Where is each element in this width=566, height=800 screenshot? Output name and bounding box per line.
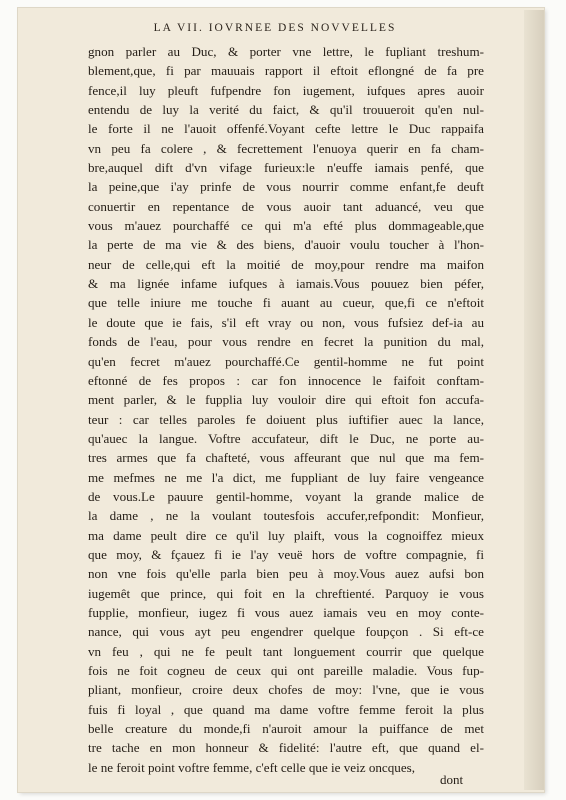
running-header: LA VII. IOVRNEE DES NOVVELLES: [153, 22, 397, 34]
page-body: [88, 42, 484, 777]
text-line: blement,que, fi par mauuais rapport il eftoit eflongné de fa pre: [88, 63, 484, 79]
text-line: fuis fi loyal , que quand ma dame voftre femme feroit la plus: [88, 701, 484, 717]
text-line: ma dame peult dire ce qu'il luy plaift, vous la cognoiffez mieux: [88, 527, 484, 543]
text-line: neur de celle,qui eft la moitié de moy,pour rendre ma maifon: [88, 256, 484, 272]
text-line: & ma lignée infame iufques à iamais.Vous pouuez bien péfer,: [88, 276, 484, 292]
text-line: le ne feroit point voftre femme, c'eft celle que ie veiz oncques,: [88, 759, 416, 775]
text-line: la peine,que i'ay prinfe de vous nourrir comme enfant,fe deuft: [88, 179, 484, 195]
text-line: non vne fois qu'elle parla bien peu à moy.Vous auez aufsi bon: [88, 566, 484, 582]
text-line: fois ne foit cogneu de ceux qui ont pareille maladie. Vous fup-: [88, 663, 484, 678]
text-line: la perte de ma vie & des biens, d'auoir voulu toucher à l'hon-: [88, 237, 484, 253]
text-line: de vous.Le pauure gentil-homme, voyant la grande malice de: [88, 488, 484, 504]
text-line: me mefmes ne me l'a dict, me fuppliant de luy faire vengeance: [88, 469, 484, 485]
text-line: eftonné de fes propos : car fon innocence le faifoit conftam-: [88, 372, 484, 388]
text-line: qu'auec la langue. Voftre accufateur, dift le Duc, ne porte au-: [88, 430, 484, 446]
text-line: tre tache en mon honneur & fidelité: l'autre eft, que quand el-: [88, 740, 484, 756]
text-line: fonds de l'eau, pour vous rendre en fecret la punition du mal,: [88, 334, 484, 350]
text-line: vn feu , qui ne fe peult tant longuement courrir que quelque: [88, 643, 484, 659]
page-gutter: [524, 10, 544, 790]
text-line: gnon parler au Duc, & porter vne lettre, le fupliant treshum-: [88, 44, 484, 59]
text-line: nance, qui vous ayt peu engendrer quelque foupçon . Si eft-ce: [88, 624, 484, 640]
text-line: fupplie, monfieur, iugez fi vous auez iamais veu en moy conte-: [88, 604, 484, 620]
text-line: bre,auquel dift d'vn vifage furieux:le n'euffe iamais penfé, que: [88, 160, 484, 176]
text-line: le doute que ie fais, s'il eft vray ou non, vous fufsiez def-ia au: [88, 314, 484, 330]
text-line: le forte il ne l'auoit offenfé.Voyant cefte lettre le Duc rappaifa: [88, 121, 484, 137]
text-line: teur : car telles paroles fe doiuent plus iuftifier auec la lance,: [88, 411, 484, 427]
text-line: la dame , ne la voulant toutesfois accufer,refpondit: Monfieur,: [88, 508, 484, 524]
text-line: fence,il luy pleuft fufpendre fon iugement, iufques apres auoir: [88, 82, 484, 98]
text-line: qu'en fecret m'auez pourchaffé.Ce gentil-homme ne fut point: [88, 353, 484, 369]
text-line: entendu de luy la verité du faict, & qu'il trouueroit qu'en nul-: [88, 102, 484, 118]
text-line: belle creature du monde,fi n'auroit amour la puiffance de met: [88, 721, 484, 737]
text-line: vous m'auez pourchaffé ce qui m'a efté plus dommageable,que: [88, 218, 484, 234]
text-line: que telle iniure me touche fi auant au cueur, que,fi ce n'eftoit: [88, 295, 484, 311]
text-line: vn peu fa colere , & fecrettement l'enuoya querir en fa cham-: [88, 140, 484, 156]
catchword: dont: [440, 772, 464, 787]
text-line: que moy, & fçauez fi ie l'ay veuë hors de voftre compagnie, fi: [88, 546, 484, 562]
text-line: pliant, monfieur, croire deux chofes de moy: l'vne, que ie vous: [88, 682, 484, 698]
text-line: conuertir en repentance de vous auoir tant aduancé, veu que: [88, 198, 484, 214]
text-line: tres armes que fa chafteté, vous affeurant que nul que ma fem-: [88, 450, 484, 466]
text-line: iugemêt que prince, qui foit en la chreftienté. Parquoy ie vous: [88, 585, 484, 601]
text-line: ment parler, & le fupplia luy vouloir dire qui eftoit fon accufa-: [88, 392, 484, 408]
